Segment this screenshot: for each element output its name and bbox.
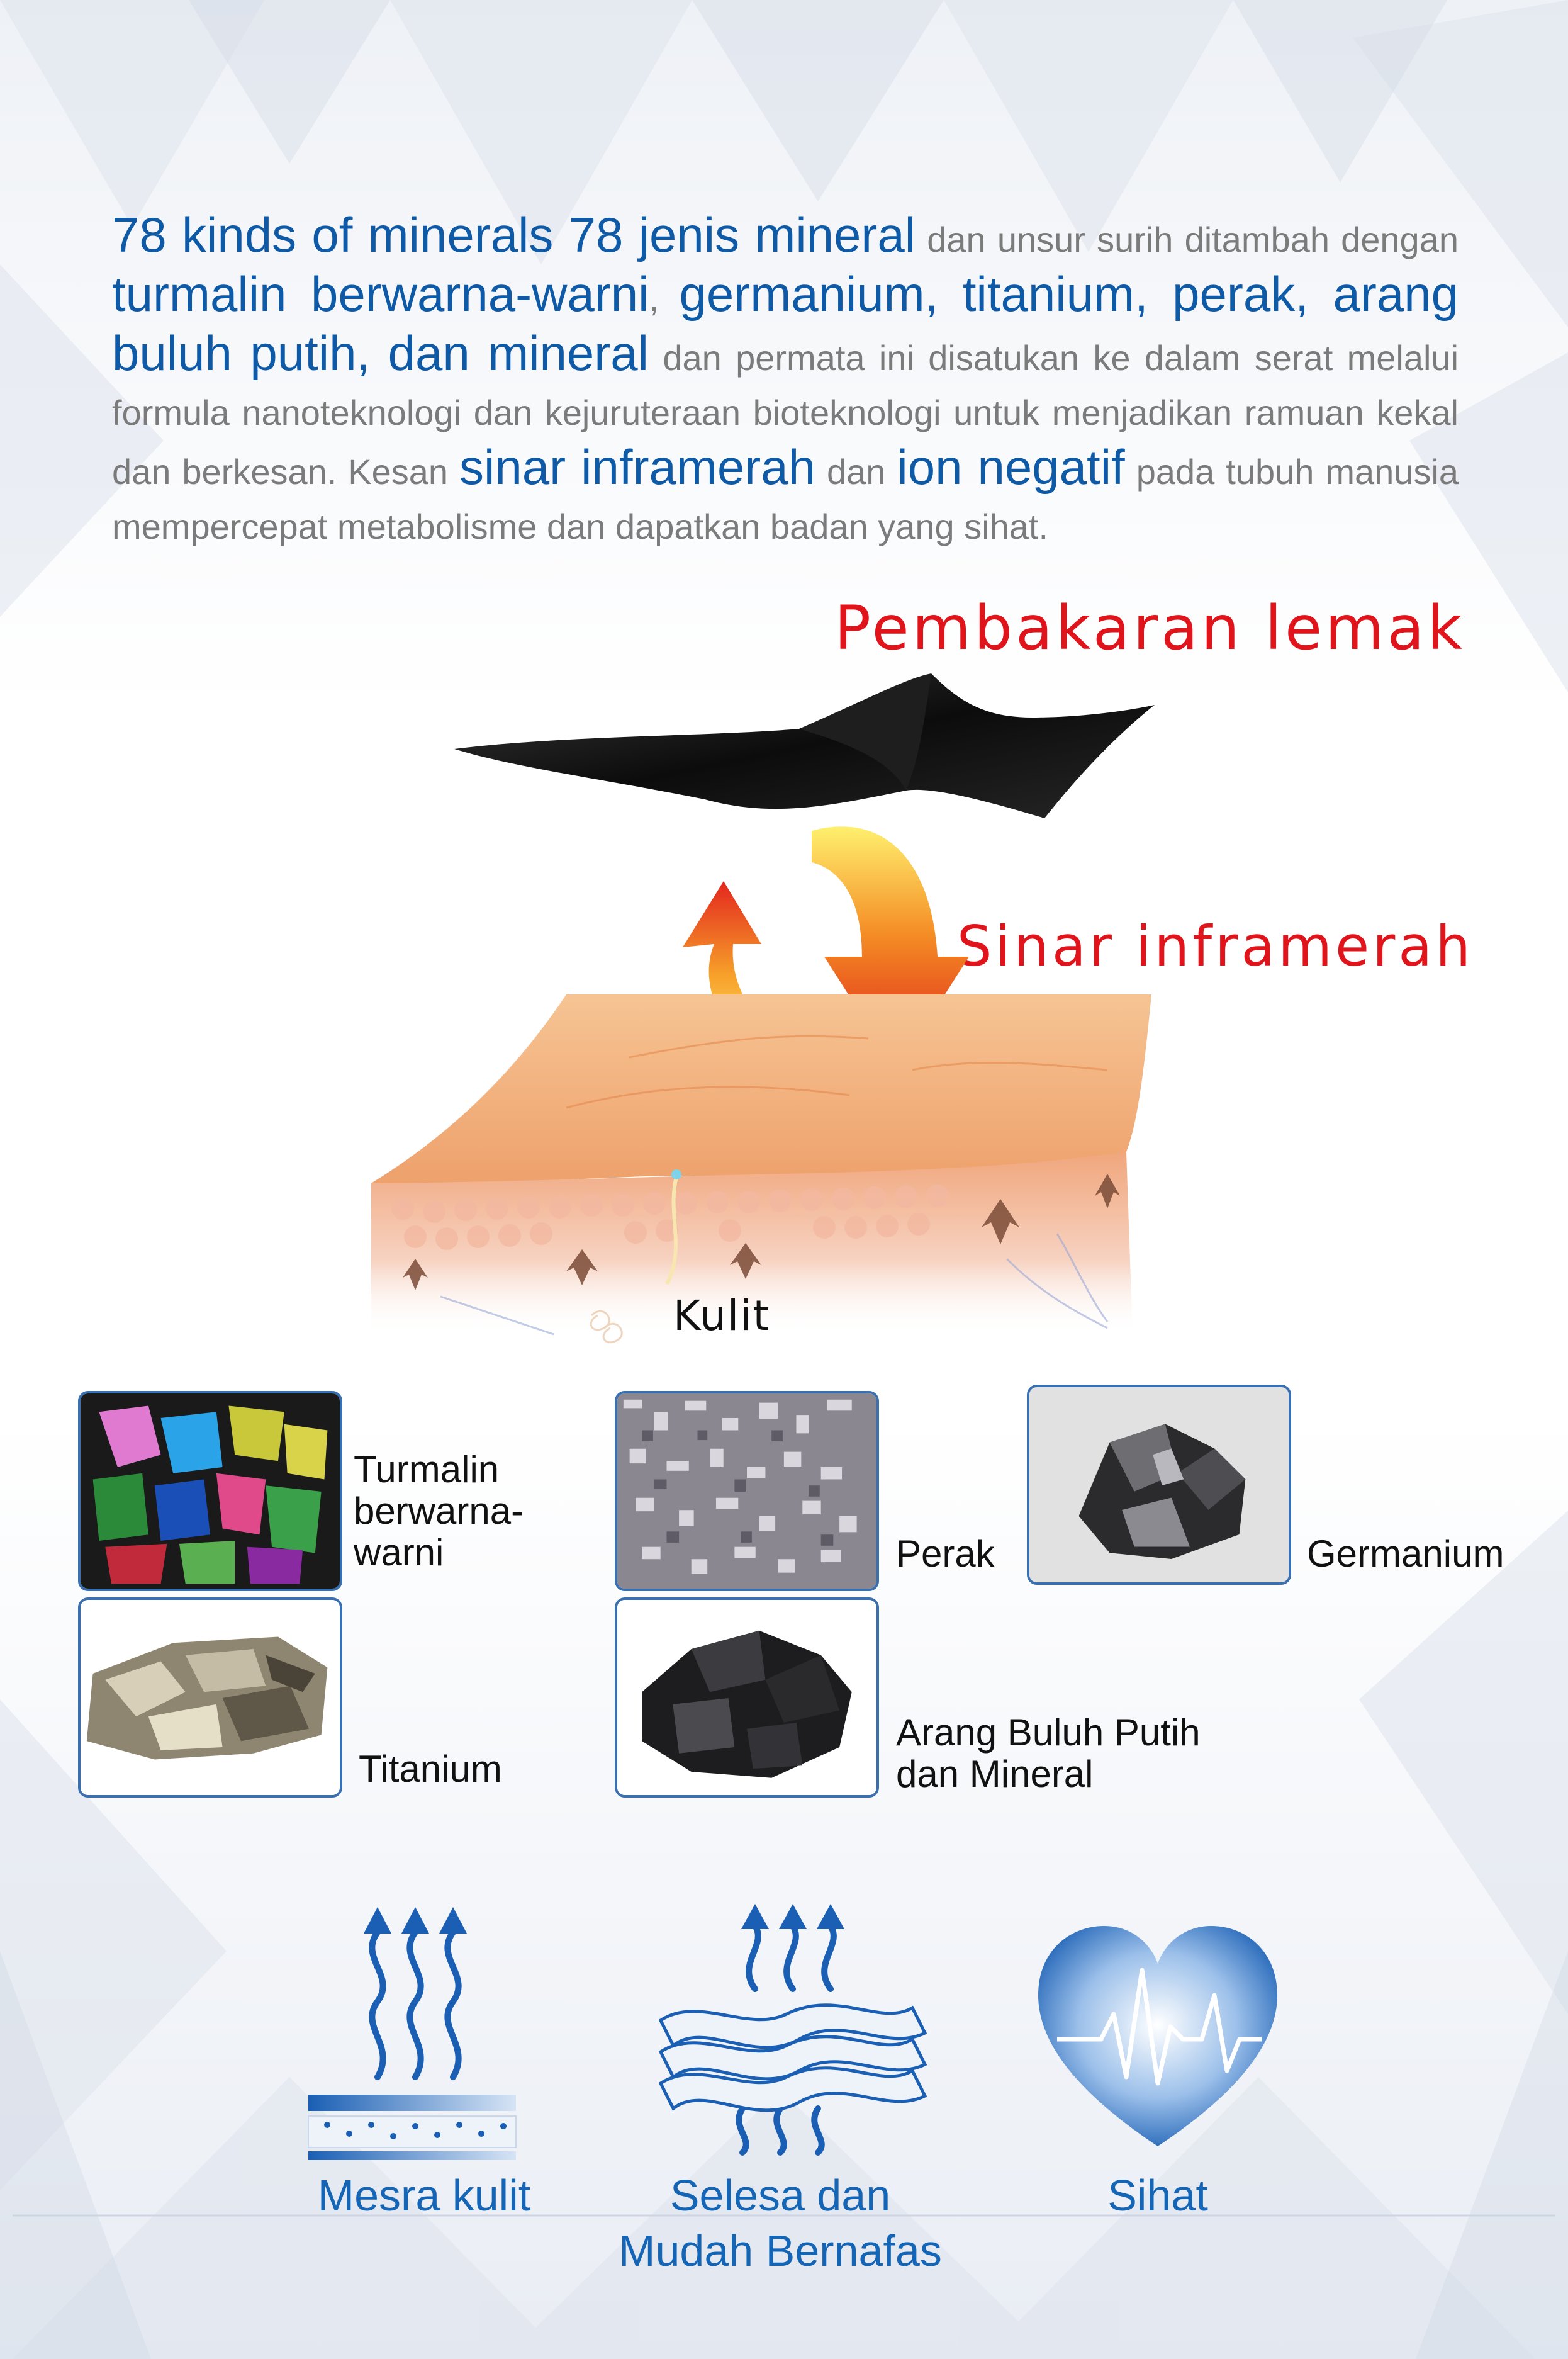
bamboo-charcoal-label-line: Arang Buluh Putih xyxy=(896,1711,1201,1754)
tourmaline-label-line: Turmalin xyxy=(354,1448,500,1490)
intro-highlight-mineral-list: germanium, titanium, perak, arang buluh putih, dan mineral xyxy=(112,266,1459,381)
intro-highlight-minerals: 78 kinds of minerals 78 jenis mineral xyxy=(112,207,916,262)
fat-burning-title: Pembakaran lemak xyxy=(834,593,1465,663)
skin-label: Kulit xyxy=(673,1292,771,1340)
healthy-label: Sihat xyxy=(1107,2171,1208,2220)
skin-top-surface xyxy=(371,994,1151,1183)
tourmaline-label-line: berwarna- xyxy=(354,1490,524,1532)
intro-highlight-negative-ion: ion negatif xyxy=(897,439,1125,495)
infrared-title: Sinar inframerah xyxy=(956,914,1474,979)
bamboo-charcoal-label-line: dan Mineral xyxy=(896,1753,1094,1795)
germanium-image xyxy=(1027,1385,1291,1585)
titanium-label: Titanium xyxy=(359,1748,502,1790)
intro-text: pada tubuh manusia mempercepat metabolisme dan dapatkan badan yang sihat. xyxy=(112,452,1459,546)
silver-label: Perak xyxy=(896,1533,995,1575)
intro-text: dan xyxy=(815,452,897,492)
intro-text: dan permata ini disatukan ke dalam serat melalui formula nanoteknologi dan kejuruteraan bioteknologi untuk menjadikan ramuan kekal dan berkesan. Kesan xyxy=(112,338,1459,492)
titanium-image xyxy=(78,1597,342,1798)
infrared-skin-illustration xyxy=(0,629,1568,1360)
silver-image xyxy=(615,1391,879,1591)
breathable-comfort-icon xyxy=(648,1895,938,2159)
skin-friendly-label: Mesra kulit xyxy=(317,2171,531,2220)
tourmaline-label xyxy=(354,1449,524,1574)
intro-paragraph xyxy=(112,208,1459,554)
breathable-label-line: Mudah Bernafas xyxy=(619,2226,942,2275)
intro-text: , xyxy=(649,279,680,318)
germanium-label: Germanium xyxy=(1307,1533,1504,1575)
tourmaline-label-line: warni xyxy=(354,1531,444,1574)
breathable-label-line: Selesa dan xyxy=(669,2171,891,2220)
intro-highlight-infrared: sinar inframerah xyxy=(459,439,816,495)
tourmaline-image xyxy=(78,1391,342,1591)
intro-text: dan unsur surih ditambah dengan xyxy=(916,220,1459,259)
bamboo-charcoal-label xyxy=(896,1712,1201,1795)
skin-friendly-icon xyxy=(302,1895,554,2171)
bamboo-charcoal-image xyxy=(615,1597,879,1798)
intro-highlight-tourmaline: turmalin berwarna-warni xyxy=(112,266,649,322)
heart-health-icon xyxy=(1032,1920,1284,2159)
fabric-sheet xyxy=(454,673,1155,818)
